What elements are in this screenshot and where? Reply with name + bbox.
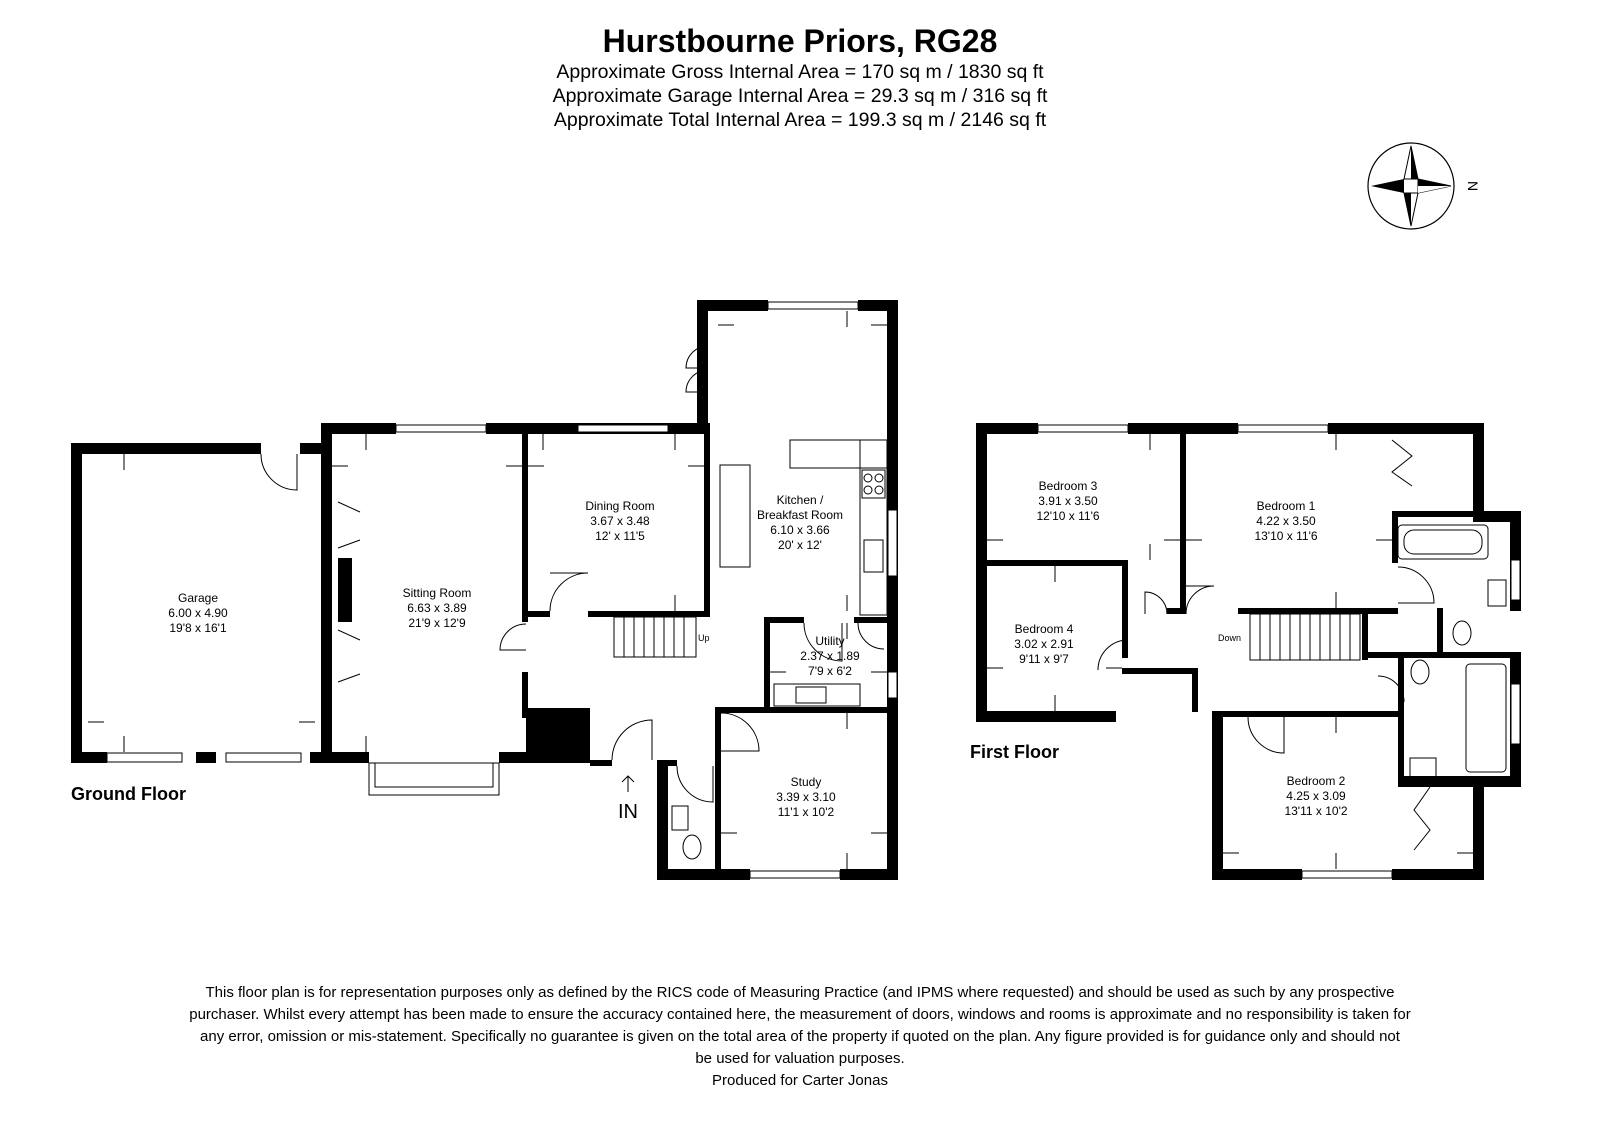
entrance-arrow-icon (622, 776, 634, 792)
door-swing (1248, 717, 1284, 753)
window (1511, 684, 1520, 744)
door-swing (1186, 586, 1214, 614)
window (1302, 871, 1392, 878)
ground-floor-plan (71, 300, 898, 880)
room-name: Bedroom 2 (1286, 774, 1346, 788)
wall (499, 752, 527, 763)
window (768, 302, 858, 309)
hall-cupboard (526, 708, 590, 763)
wall (1212, 711, 1404, 717)
wall (704, 423, 710, 617)
wall (1128, 423, 1238, 434)
wall (976, 711, 1116, 722)
wall (1392, 869, 1484, 880)
window (1038, 425, 1128, 432)
wall (1180, 434, 1186, 614)
door-swing (721, 713, 759, 751)
wall (697, 300, 708, 424)
window (578, 425, 668, 432)
wall (697, 300, 768, 311)
total-area-line: Approximate Total Internal Area = 199.3 sq m / 2146 sq ft (553, 109, 1047, 131)
room-name: Bedroom 3 (1038, 479, 1098, 493)
produced-for-line: Produced for Carter Jonas (712, 1072, 888, 1089)
gross-area-line: Approximate Gross Internal Area = 170 sq m / 1830 sq ft (556, 61, 1044, 83)
wall (1122, 668, 1198, 674)
basin-icon (1410, 758, 1436, 778)
bath-icon (1466, 664, 1506, 772)
room-imperial: 21'9 x 12'9 (408, 616, 466, 630)
wall (522, 434, 528, 622)
wall (715, 707, 891, 713)
wall (1392, 511, 1484, 517)
room-label-study (776, 775, 836, 819)
wall (1167, 608, 1186, 614)
disclaimer-footer (110, 982, 1490, 1092)
property-title: Hurstbourne Priors, RG28 (602, 23, 998, 59)
door-swing (858, 623, 884, 649)
wall (657, 760, 677, 766)
wall (657, 869, 750, 880)
garage-area-line: Approximate Garage Internal Area = 29.3 sq m / 316 sq ft (552, 85, 1048, 107)
staircase-down (1218, 614, 1360, 660)
room-label-bedroom-2 (1284, 774, 1347, 818)
kitchen-island (720, 465, 750, 567)
room-imperial: 20' x 12' (778, 538, 822, 552)
disclaimer-line: be used for valuation purposes. (695, 1050, 905, 1067)
room-imperial: 19'8 x 16'1 (169, 621, 227, 635)
room-imperial: 9'11 x 9'7 (1019, 652, 1069, 666)
wall (321, 423, 396, 434)
room-name: Bedroom 1 (1256, 499, 1316, 513)
wall (526, 611, 550, 617)
worktop (790, 440, 887, 468)
room-label-utility (800, 634, 860, 678)
worktop (860, 440, 887, 615)
room-metric: 4.22 x 3.50 (1256, 514, 1316, 528)
entrance-label: IN (618, 801, 638, 823)
door-swing (500, 624, 526, 650)
room-metric: 3.91 x 3.50 (1038, 494, 1098, 508)
wall (71, 752, 107, 763)
window (888, 510, 897, 576)
door-swing (677, 766, 713, 802)
room-label-sitting-room (403, 586, 472, 630)
wall (588, 611, 706, 617)
bay-window-inner (375, 763, 493, 787)
sink-icon (864, 540, 883, 572)
room-imperial: 12'10 x 11'6 (1036, 509, 1100, 523)
room-imperial: 13'10 x 11'6 (1254, 529, 1318, 543)
wall (1473, 776, 1484, 880)
toilet-icon (683, 835, 701, 859)
window (1511, 560, 1520, 600)
wall (590, 760, 612, 766)
chimney-breast (338, 558, 352, 622)
room-imperial: 12' x 11'5 (595, 529, 645, 543)
basin-icon (672, 806, 688, 830)
window (1238, 425, 1328, 432)
wall (764, 617, 804, 623)
garage-door (226, 753, 301, 762)
room-imperial: 11'1 x 10'2 (777, 805, 835, 819)
wall (764, 617, 770, 707)
basin-icon (1488, 580, 1506, 606)
room-metric: 6.63 x 3.89 (407, 601, 467, 615)
room-name: Sitting Room (402, 586, 472, 600)
room-label-kitchen (757, 493, 843, 552)
room-metric: 4.25 x 3.09 (1286, 789, 1346, 803)
door-swing (550, 573, 588, 611)
garage-door (107, 753, 182, 762)
room-name: Kitchen / (776, 493, 824, 507)
ground-floor-label: Ground Floor (71, 784, 186, 804)
bath-inner (1404, 530, 1482, 554)
room-imperial: 13'11 x 10'2 (1284, 804, 1348, 818)
compass-north-label: N (1465, 180, 1481, 192)
room-imperial: 7'9 x 6'2 (808, 664, 852, 678)
room-name: Utility (815, 634, 845, 648)
room-metric: 3.39 x 3.10 (776, 790, 836, 804)
toilet-icon (1411, 660, 1429, 684)
wall (1192, 668, 1198, 712)
wall (887, 300, 898, 880)
room-label-garage (168, 591, 228, 635)
wall (715, 707, 721, 880)
door-swing (1145, 592, 1167, 614)
room-label-bedroom-1 (1254, 499, 1317, 543)
window (888, 672, 897, 698)
wall (1398, 776, 1521, 787)
wall (657, 760, 668, 880)
wall (321, 423, 332, 763)
sink-icon (796, 687, 826, 703)
room-name: Study (790, 775, 822, 789)
wall (1328, 423, 1484, 434)
disclaimer-line: This floor plan is for representation purposes only as defined by the RICS code of Measuring Practice (and IPMS where requested) and should be used as such by any prospective (205, 984, 1395, 1001)
first-floor-label: First Floor (970, 742, 1059, 762)
room-label-bedroom-4 (1014, 622, 1074, 666)
staircase-up (614, 617, 710, 657)
wall (196, 752, 216, 763)
hob-icon (862, 470, 885, 498)
door-swing (261, 454, 297, 490)
stairs-down-label: Down (1218, 633, 1242, 643)
room-name: Bedroom 4 (1014, 622, 1074, 636)
wall (976, 560, 1128, 566)
wall (840, 869, 898, 880)
wall (976, 566, 987, 722)
wall (1473, 511, 1521, 522)
door-swing (1398, 567, 1434, 603)
room-name: Dining Room (585, 499, 655, 513)
stairs-up-label: Up (698, 633, 710, 643)
disclaimer-line: purchaser. Whilst every attempt has been made to ensure the accuracy contained here, the measurement of doors, windows and rooms is approximate and no responsibility is taken for (189, 1006, 1411, 1023)
room-metric: 2.37 x 1.89 (800, 649, 860, 663)
wall (1473, 423, 1484, 517)
room-metric: 3.67 x 3.48 (590, 514, 650, 528)
window (396, 425, 486, 432)
wall (71, 443, 82, 763)
toilet-icon (1453, 621, 1471, 645)
wardrobe-doors (1392, 440, 1412, 486)
front-door-swing (612, 720, 652, 760)
wall (1212, 869, 1302, 880)
room-label-bedroom-3 (1036, 479, 1099, 523)
wall (976, 423, 987, 567)
wardrobe-doors (1414, 787, 1430, 850)
wall (1437, 652, 1521, 658)
wall (854, 617, 892, 623)
wall (71, 443, 261, 454)
disclaimer-line: any error, omission or mis-statement. Specifically no guarantee is given on the total area of the property if quoted on the plan. Any figure provided is for guidance only and should not (200, 1028, 1400, 1045)
room-name-line2: Breakfast Room (756, 508, 844, 522)
room-metric: 6.00 x 4.90 (168, 606, 228, 620)
wall (1392, 511, 1398, 563)
window (750, 871, 840, 878)
room-metric: 6.10 x 3.66 (770, 523, 830, 537)
wall (1212, 711, 1223, 880)
wall (1437, 608, 1443, 658)
wall (321, 752, 369, 763)
room-label-dining-room (585, 499, 654, 543)
wall (1238, 608, 1398, 614)
compass-rose-icon (1368, 143, 1481, 229)
wall (1122, 560, 1128, 658)
room-metric: 3.02 x 2.91 (1014, 637, 1074, 651)
room-name: Garage (177, 591, 219, 605)
